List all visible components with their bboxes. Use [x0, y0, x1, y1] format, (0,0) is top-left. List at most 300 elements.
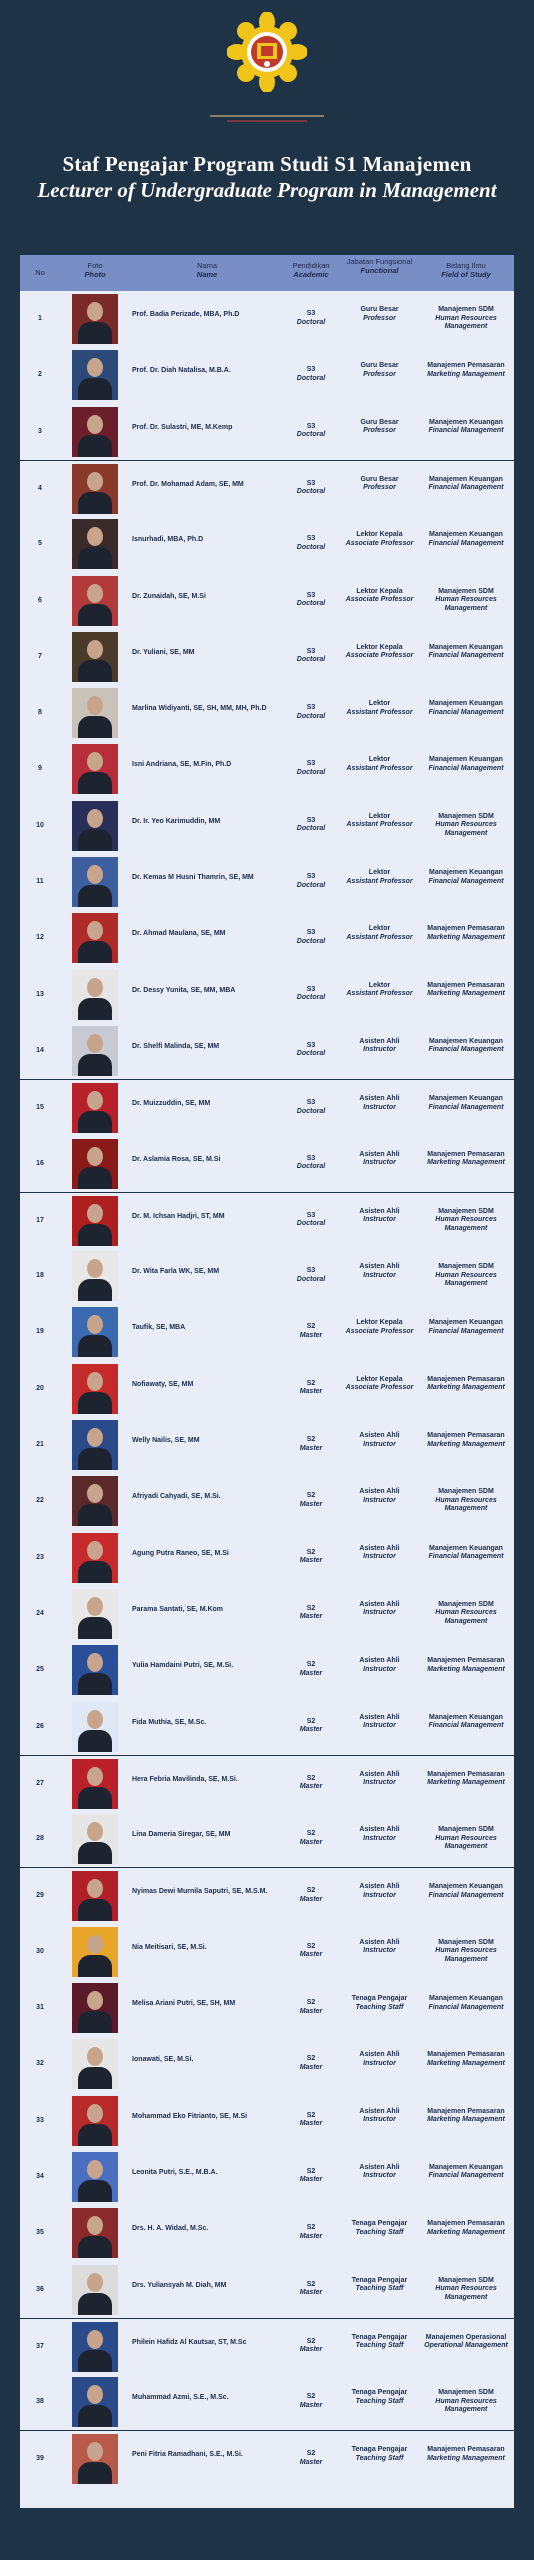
education-level: S3	[306, 1099, 316, 1107]
row-number: 12	[36, 934, 44, 942]
education-level-en: Master	[299, 2120, 323, 2128]
portrait-head	[87, 1091, 103, 1110]
lecturer-name: Dr. Zunaidah, SE, M.Si	[132, 592, 206, 600]
table-row	[20, 516, 514, 572]
field-of-study-en: Human Resources Management	[435, 1609, 497, 1625]
portrait-head	[87, 2216, 103, 2235]
lecturer-name: Dr. Ahmad Maulana, SE, MM	[132, 930, 226, 938]
table-row	[20, 1530, 514, 1586]
education-cell	[282, 760, 340, 777]
row-number: 39	[36, 2455, 44, 2463]
portrait-body	[78, 2462, 112, 2484]
education-level-en: Master	[299, 1444, 323, 1452]
field-of-study-en: Marketing Management	[427, 933, 505, 941]
education-level: S2	[306, 2337, 316, 2345]
header-photo	[70, 261, 120, 279]
functional-position: Tenaga Pengajar	[351, 1995, 408, 2002]
portrait-body	[78, 1279, 112, 1301]
field-cell	[418, 1208, 514, 1234]
education-level: S3	[306, 704, 316, 712]
field-of-study: Manajemen Keuangan	[429, 869, 503, 876]
table-row	[20, 798, 514, 854]
portrait-head	[87, 1822, 103, 1841]
portrait-body	[78, 1054, 112, 1076]
row-number: 14	[36, 1046, 44, 1054]
portrait-photo	[72, 1196, 118, 1246]
portrait-body	[78, 941, 112, 963]
portrait-head	[87, 1653, 103, 1672]
lecturer-name: Afriyadi Cahyadi, SE, M.Si.	[132, 1493, 221, 1501]
row-number: 26	[36, 1722, 44, 1730]
education-level-en: Doctoral	[296, 600, 326, 607]
row-number: 1	[38, 315, 42, 322]
portrait-photo	[72, 1251, 118, 1301]
education-cell	[282, 1436, 340, 1453]
field-of-study-en: Financial Management	[428, 708, 504, 716]
education-level-en: Master	[299, 1388, 323, 1396]
field-cell	[418, 362, 514, 379]
functional-position-en: Instructor	[363, 1440, 396, 1448]
table-row	[20, 1586, 514, 1642]
lecturer-name: Dr. Dessy Yunita, SE, MM, MBA	[132, 986, 236, 994]
field-cell	[418, 1995, 514, 2012]
functional-position-en: Associate Professor	[345, 1384, 414, 1392]
field-cell	[418, 1826, 514, 1852]
portrait-photo	[72, 632, 118, 682]
functional-position: Tenaga Pengajar	[351, 2446, 408, 2454]
education-level: S3	[306, 310, 316, 317]
lecturer-name: Dr. Ir. Yeo Karimuddin, MM	[132, 817, 221, 825]
education-cell	[282, 986, 340, 1003]
table-row	[20, 967, 514, 1023]
portrait-photo	[72, 464, 118, 514]
functional-cell	[342, 2334, 417, 2351]
row-number: 6	[38, 596, 42, 604]
portrait-photo	[72, 1533, 118, 1583]
portrait-body	[78, 716, 112, 738]
education-cell	[282, 2450, 340, 2467]
functional-position: Asisten Ahli	[359, 1770, 400, 1778]
portrait-body	[78, 435, 112, 457]
functional-position-en: Instructor	[363, 1496, 396, 1504]
portrait-photo	[72, 1589, 118, 1639]
functional-position: Lektor	[368, 869, 391, 876]
portrait-photo	[72, 744, 118, 794]
functional-cell	[342, 419, 417, 436]
education-level: S2	[306, 2393, 316, 2401]
functional-position: Lektor	[368, 700, 391, 708]
education-level-en: Doctoral	[296, 1107, 326, 1115]
portrait-photo	[72, 1420, 118, 1470]
functional-position: Tenaga Pengajar	[351, 2333, 408, 2341]
functional-position-en: Instructor	[363, 1779, 396, 1787]
education-cell	[282, 1099, 340, 1116]
table-row	[20, 854, 514, 910]
row-number: 27	[36, 1779, 44, 1787]
portrait-body	[78, 2405, 112, 2427]
lecturer-name: Ionawati, SE, M.Si.	[132, 2056, 194, 2064]
functional-position-en: Instructor	[363, 1553, 396, 1561]
portrait-head	[87, 696, 103, 715]
portrait-photo	[72, 2377, 118, 2427]
row-number: 28	[36, 1835, 44, 1843]
lecturer-name: Mohammad Eko Fitrianto, SE, M.Si	[132, 2112, 248, 2120]
field-of-study: Manajemen SDM	[438, 1826, 494, 1834]
functional-cell	[342, 1208, 417, 1225]
row-number: 23	[36, 1553, 44, 1561]
education-cell	[282, 366, 340, 383]
education-level: S3	[306, 816, 316, 824]
field-cell	[418, 2277, 514, 2303]
table-row	[20, 1079, 514, 1136]
education-cell	[282, 310, 340, 327]
field-of-study: Manajemen Pemasaran	[427, 981, 505, 989]
functional-position: Lektor Kepala	[356, 1375, 403, 1383]
education-level: S2	[306, 1774, 316, 1782]
field-of-study-en: Financial Management	[428, 1553, 504, 1561]
functional-cell	[342, 1995, 417, 2012]
functional-position-en: Instructor	[363, 2172, 396, 2180]
lecturer-name: Marlina Widiyanti, SE, SH, MM, MH, Ph.D	[132, 705, 267, 713]
table-row	[20, 1304, 514, 1360]
header-photo-id: Foto	[87, 261, 103, 270]
functional-position: Asisten Ahli	[359, 2107, 400, 2115]
portrait-head	[87, 752, 103, 771]
portrait-body	[78, 998, 112, 1020]
functional-position: Asisten Ahli	[359, 1095, 400, 1103]
portrait-body	[78, 1167, 112, 1189]
field-of-study: Manajemen Operasional	[425, 2333, 507, 2341]
education-cell	[282, 592, 340, 609]
field-cell	[418, 1263, 514, 1289]
row-number: 7	[38, 652, 42, 660]
header-functional-en: Functional	[360, 266, 399, 275]
lecturer-name: Nyimas Dewi Murnila Saputri, SE, M.S.M.	[132, 1888, 268, 1896]
field-of-study-en: Marketing Management	[427, 1384, 505, 1392]
table-row	[20, 2149, 514, 2205]
portrait-head	[87, 640, 103, 659]
functional-cell	[342, 588, 417, 605]
field-of-study: Manajemen Keuangan	[429, 1544, 503, 1552]
education-level: S2	[306, 2450, 316, 2458]
education-level: S3	[306, 873, 316, 880]
education-cell	[282, 704, 340, 721]
table-row	[20, 1811, 514, 1867]
field-of-study-en: Financial Management	[428, 652, 504, 660]
portrait-head	[87, 1484, 103, 1503]
functional-cell	[342, 1883, 417, 1900]
field-cell	[418, 700, 514, 717]
portrait-body	[78, 1955, 112, 1977]
education-level-en: Doctoral	[296, 712, 326, 720]
functional-position: Tenaga Pengajar	[351, 2276, 408, 2284]
row-number: 21	[36, 1441, 44, 1448]
functional-position-en: Instructor	[363, 1159, 396, 1166]
field-cell	[418, 476, 514, 493]
field-of-study: Manajemen Keuangan	[429, 531, 503, 539]
portrait-body	[78, 1899, 112, 1921]
row-number: 25	[36, 1666, 44, 1674]
field-of-study-en: Human Resources Management	[435, 2397, 497, 2414]
portrait-photo	[72, 1927, 118, 1977]
field-of-study: Manajemen Pemasaran	[427, 1432, 505, 1439]
table-row	[20, 629, 514, 685]
education-cell	[282, 480, 340, 497]
functional-cell	[342, 756, 417, 773]
education-level: S2	[306, 1323, 316, 1331]
functional-cell	[342, 925, 417, 942]
portrait-photo	[72, 2322, 118, 2372]
portrait-photo	[72, 519, 118, 569]
field-cell	[418, 1545, 514, 1562]
header-education-id: Pendidikan	[292, 261, 330, 270]
lecturer-name: Isni Andriana, SE, M.Fin, Ph.D	[132, 761, 232, 769]
education-level-en: Doctoral	[296, 881, 326, 889]
portrait-head	[87, 1147, 103, 1166]
field-of-study-en: Human Resources Management	[435, 821, 497, 837]
table-row	[20, 573, 514, 629]
university-seal-logo	[227, 12, 307, 92]
education-cell	[282, 1155, 340, 1172]
education-cell	[282, 1212, 340, 1229]
education-level-en: Master	[299, 2346, 323, 2354]
education-cell	[282, 2393, 340, 2410]
education-level: S3	[306, 422, 316, 430]
field-of-study-en: Human Resources Management	[435, 1947, 497, 1963]
education-level: S3	[306, 929, 316, 937]
portrait-body	[78, 885, 112, 907]
field-cell	[418, 2051, 514, 2068]
education-level: S2	[306, 1717, 316, 1725]
table-row	[20, 2262, 514, 2318]
portrait-photo	[72, 913, 118, 963]
education-level-en: Master	[299, 2176, 323, 2184]
portrait-body	[78, 1504, 112, 1526]
education-level-en: Doctoral	[296, 1220, 326, 1228]
functional-position-en: Teaching Staff	[355, 2397, 404, 2405]
functional-position: Asisten Ahli	[359, 2163, 400, 2171]
field-of-study: Manajemen Pemasaran	[427, 1657, 505, 1665]
field-cell	[418, 1488, 514, 1514]
functional-position-en: Assistant Professor	[346, 821, 413, 829]
education-level-en: Master	[299, 1613, 323, 1621]
table-row	[20, 1361, 514, 1417]
portrait-photo	[72, 2152, 118, 2202]
lecturer-name: Welly Nailis, SE, MM	[132, 1437, 200, 1444]
education-level-en: Master	[299, 1895, 323, 1903]
field-of-study: Manajemen SDM	[438, 1938, 494, 1946]
field-of-study: Manajemen SDM	[438, 812, 494, 820]
field-cell	[418, 1939, 514, 1965]
lecturer-name: Muhammad Azmi, S.E., M.Sc.	[132, 2394, 229, 2402]
portrait-head	[87, 1767, 103, 1786]
field-of-study: Manajemen SDM	[438, 1488, 494, 1496]
functional-cell	[342, 982, 417, 999]
table-row	[20, 2205, 514, 2261]
education-level: S2	[306, 1830, 316, 1838]
portrait-head	[87, 1935, 103, 1954]
functional-cell	[342, 1319, 417, 1336]
education-level-en: Master	[299, 1557, 323, 1565]
education-level-en: Doctoral	[296, 656, 326, 664]
field-cell	[418, 2220, 514, 2237]
lecturer-name: Prof. Dr. Diah Natalisa, M.B.A.	[132, 367, 231, 375]
portrait-photo	[72, 576, 118, 626]
portrait-body	[78, 660, 112, 682]
education-level: S3	[306, 479, 316, 487]
row-number: 2	[38, 371, 42, 379]
field-of-study: Manajemen Keuangan	[429, 643, 503, 651]
lecturer-name: Dr. Wita Farla WK, SE, MM	[132, 1268, 220, 1276]
table-row	[20, 1473, 514, 1529]
table-row	[20, 2318, 514, 2375]
lecturer-name: Dr. Muizzuddin, SE, MM	[132, 1100, 211, 1108]
education-cell	[282, 1492, 340, 1509]
education-level-en: Master	[299, 1331, 323, 1339]
table-row	[20, 291, 514, 347]
education-level: S3	[306, 1267, 316, 1275]
field-cell	[418, 644, 514, 661]
row-number: 17	[36, 1216, 44, 1224]
table-row	[20, 2093, 514, 2149]
education-level: S2	[306, 1548, 316, 1556]
table-row	[20, 2036, 514, 2092]
functional-cell	[342, 1095, 417, 1112]
functional-position-en: Assistant Professor	[346, 877, 413, 885]
table-row	[20, 1417, 514, 1473]
lecturer-name: Hera Febria Mavilinda, SE, M.Si.	[132, 1775, 238, 1783]
field-of-study-en: Financial Management	[428, 764, 504, 772]
table-row	[20, 1699, 514, 1755]
portrait-body	[78, 1392, 112, 1414]
functional-position-en: Instructor	[363, 1271, 396, 1279]
portrait-photo	[72, 1026, 118, 1076]
table-row	[20, 910, 514, 966]
row-number: 24	[36, 1609, 44, 1617]
education-cell	[282, 1267, 340, 1284]
education-level-en: Master	[299, 1669, 323, 1677]
education-level-en: Doctoral	[296, 1163, 326, 1170]
lecturer-name: Agung Putra Raneo, SE, M.Si	[132, 1549, 229, 1557]
portrait-photo	[72, 801, 118, 851]
header-no: No	[35, 268, 45, 277]
portrait-head	[87, 358, 103, 377]
functional-position-en: Assistant Professor	[346, 708, 413, 716]
portrait-body	[78, 1448, 112, 1470]
field-of-study: Manajemen SDM	[438, 587, 494, 595]
education-cell	[282, 535, 340, 552]
lecturer-name: Peni Fitria Ramadhani, S.E., M.Si.	[132, 2451, 243, 2459]
field-cell	[418, 982, 514, 999]
education-level-en: Doctoral	[296, 431, 326, 439]
field-cell	[418, 1376, 514, 1393]
education-level-en: Doctoral	[296, 825, 326, 833]
row-number: 22	[36, 1497, 44, 1505]
field-of-study: Manajemen Keuangan	[429, 475, 503, 483]
functional-position: Guru Besar	[360, 418, 399, 426]
header-photo-en: Photo	[84, 270, 106, 279]
portrait-photo	[72, 1364, 118, 1414]
portrait-body	[78, 1730, 112, 1752]
field-cell	[418, 1657, 514, 1674]
portrait-photo	[72, 2434, 118, 2484]
portrait-body	[78, 829, 112, 851]
portrait-head	[87, 1991, 103, 2010]
portrait-body	[78, 2011, 112, 2033]
row-number: 8	[38, 709, 42, 717]
education-level: S3	[306, 1154, 316, 1162]
functional-position: Asisten Ahli	[359, 1826, 400, 1834]
field-of-study-en: Financial Management	[428, 1103, 504, 1111]
education-cell	[282, 1943, 340, 1960]
field-of-study-en: Financial Management	[428, 2172, 504, 2180]
education-level: S3	[306, 760, 316, 768]
functional-position: Tenaga Pengajar	[351, 2220, 408, 2228]
lecturer-name: Nofiawaty, SE, MM	[132, 1380, 194, 1388]
field-cell	[418, 1432, 514, 1449]
table-row	[20, 1023, 514, 1079]
portrait-body	[78, 1335, 112, 1357]
header-field-en: Field of Study	[441, 270, 491, 279]
functional-position-en: Professor	[363, 484, 396, 492]
portrait-photo	[72, 1083, 118, 1133]
education-level: S2	[306, 1942, 316, 1950]
education-level-en: Master	[299, 1783, 323, 1791]
lecturer-name: Leonita Putri, S.E., M.B.A.	[132, 2168, 218, 2176]
logo-caption	[210, 112, 324, 126]
field-of-study: Manajemen SDM	[438, 306, 494, 313]
table-header	[20, 255, 514, 291]
field-of-study: Manajemen Pemasaran	[427, 1150, 505, 1158]
page-subtitle: Lecturer of Undergraduate Program in Management	[37, 178, 497, 202]
education-level: S3	[306, 647, 316, 655]
lecturer-name: Dr. Aslamia Rosa, SE, M.Si	[132, 1155, 221, 1163]
functional-position-en: Associate Professor	[345, 539, 414, 547]
lecturer-name: Parama Santati, SE, M.Kom	[132, 1605, 224, 1613]
lecturer-name: Prof. Badia Perizade, MBA, Ph.D	[132, 311, 240, 318]
functional-cell	[342, 1488, 417, 1505]
education-cell	[282, 1830, 340, 1847]
functional-position-en: Professor	[363, 370, 396, 378]
field-of-study-en: Financial Management	[428, 1327, 504, 1335]
functional-position: Guru Besar	[360, 306, 399, 313]
portrait-body	[78, 2180, 112, 2202]
portrait-body	[78, 772, 112, 794]
education-cell	[282, 2055, 340, 2072]
row-number: 29	[36, 1892, 44, 1900]
functional-cell	[342, 2164, 417, 2181]
table-row	[20, 1867, 514, 1924]
lecturer-name: Yulia Hamdaini Putri, SE, M.Si.	[132, 1662, 234, 1670]
field-of-study-en: Human Resources Management	[435, 2285, 497, 2301]
portrait-photo	[72, 407, 118, 457]
functional-position-en: Instructor	[363, 1891, 396, 1899]
education-level-en: Doctoral	[296, 488, 326, 496]
field-of-study-en: Financial Management	[428, 1046, 504, 1054]
functional-cell	[342, 306, 417, 323]
field-cell	[418, 756, 514, 773]
functional-position-en: Teaching Staff	[355, 2003, 404, 2011]
row-number: 36	[36, 2285, 44, 2293]
field-of-study: Manajemen Keuangan	[429, 756, 503, 764]
education-level-en: Master	[299, 2063, 323, 2071]
portrait-body	[78, 322, 112, 344]
functional-position-en: Instructor	[363, 2059, 396, 2067]
functional-position: Lektor	[368, 812, 391, 820]
field-of-study: Manajemen Keuangan	[429, 700, 503, 708]
functional-position: Asisten Ahli	[359, 1600, 400, 1608]
education-cell	[282, 929, 340, 946]
